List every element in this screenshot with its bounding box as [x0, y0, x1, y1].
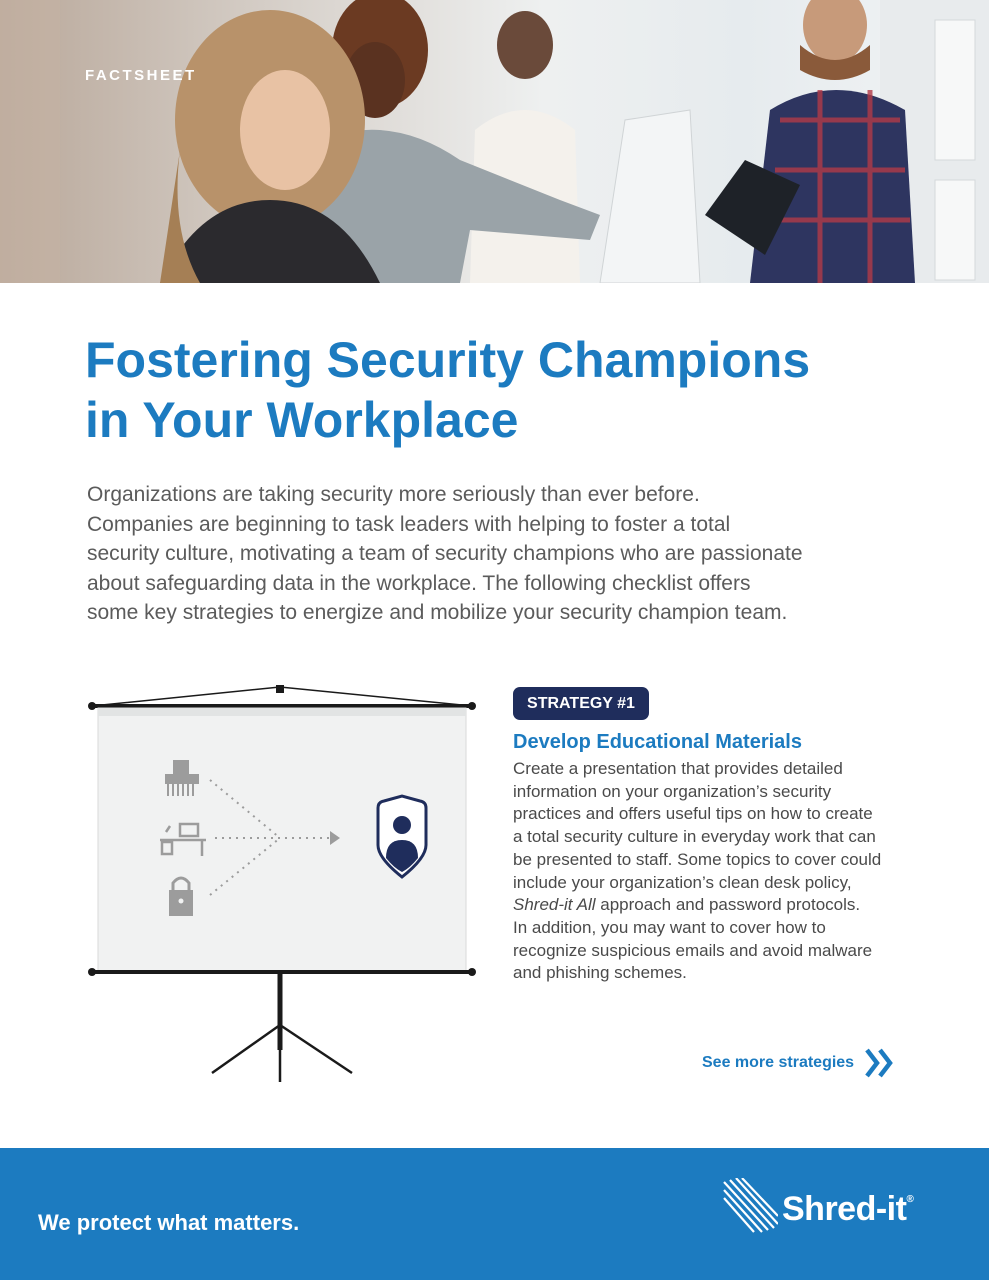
footer-band: [0, 1148, 989, 1280]
intro-line: Organizations are taking security more seriously than ever before.: [87, 483, 700, 506]
factsheet-label: FACTSHEET: [85, 67, 197, 84]
intro-line: security culture, motivating a team of security champions who are passionate: [87, 542, 803, 565]
strategy-line: Create a presentation that provides detailed: [513, 759, 843, 778]
intro-line: about safeguarding data in the workplace. The following checklist offers: [87, 571, 751, 595]
page-title: [85, 330, 945, 450]
registered-mark: ®: [906, 1194, 914, 1205]
shred-it-logo: [722, 1178, 967, 1238]
hero-photo: [0, 0, 989, 283]
footer-tagline: We protect what matters.: [38, 1210, 300, 1235]
strategy-line: and phishing schemes.: [513, 963, 687, 983]
shred-it-all-emphasis: Shred-it All: [513, 895, 596, 915]
see-more-label: See more strategies: [702, 1054, 855, 1071]
title-line-2: in Your Workplace: [85, 392, 519, 448]
strategy-line: information on your organization’s security: [513, 781, 832, 801]
strategy-line: be presented to staff. Some topics to cover could: [513, 849, 882, 869]
strategy-description: [513, 758, 923, 985]
shred-stripes-icon: [722, 1178, 778, 1234]
intro-paragraph: [87, 480, 887, 628]
strategy-line: practices and offers useful tips on how to create: [513, 804, 873, 824]
strategy-line: [513, 894, 923, 917]
see-more-strategies-link[interactable]: [702, 1048, 896, 1078]
strategy-title: Develop Educational Materials: [513, 731, 802, 753]
double-chevron-right-icon: [864, 1048, 896, 1078]
strategy-line: include your organization’s clean desk policy,: [513, 872, 852, 892]
title-line-1: Fostering Security Champions: [85, 332, 811, 388]
brand-wordmark: [782, 1190, 913, 1229]
strategy-line: recognize suspicious emails and avoid malware: [513, 940, 873, 960]
intro-line: some key strategies to energize and mobilize your security champion team.: [87, 601, 788, 624]
team-photo-illustration: [0, 0, 989, 283]
projector-screen-illustration: [80, 680, 490, 1090]
strategy-badge: STRATEGY #1: [513, 687, 649, 720]
strategy-line: a total security culture in everyday work that can: [513, 827, 876, 847]
intro-line: Companies are beginning to task leaders with helping to foster a total: [87, 512, 731, 536]
brand-name: Shred-it: [782, 1190, 907, 1228]
strategy-line-rest: approach and password protocols.: [595, 895, 861, 915]
strategy-line: In addition, you may want to cover how to: [513, 917, 826, 937]
